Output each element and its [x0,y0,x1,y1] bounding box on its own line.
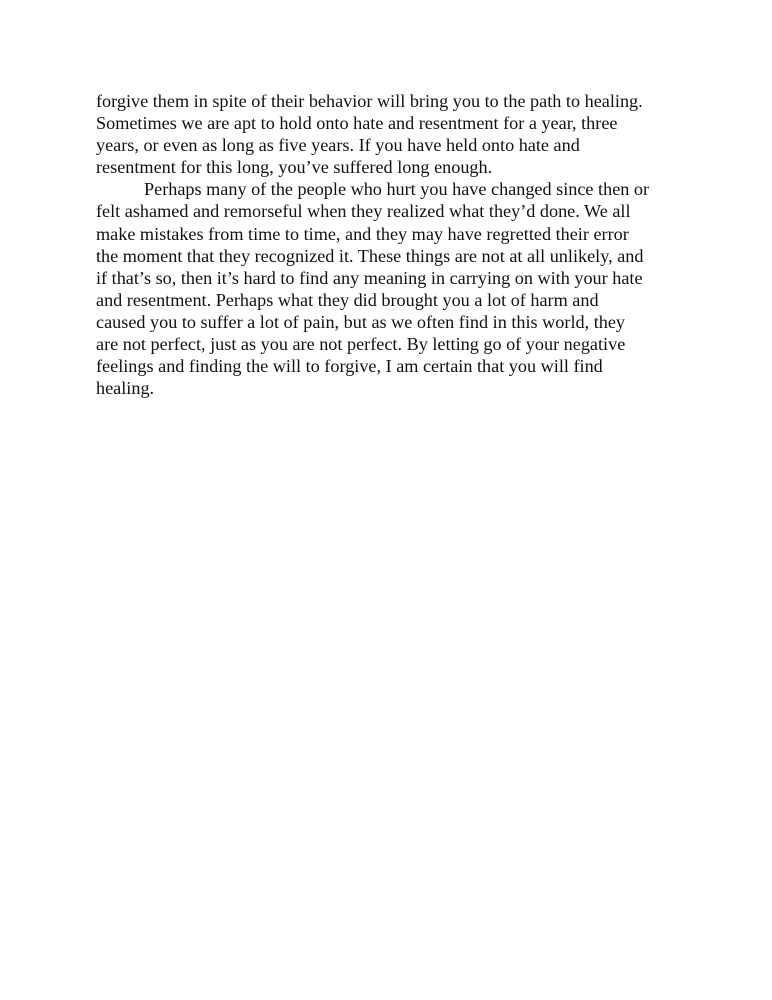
text-line-11: caused you to suffer a lot of pain, but as we often find in this world, they [96,311,626,332]
body-text [96,90,696,399]
text-line-2: Sometimes we are apt to hold onto hate and resentment for a year, three [96,113,618,134]
text-line-14: healing. [96,378,155,399]
text-line-9: if that’s so, then it’s hard to find any meaning in carrying on with your hate [96,267,643,288]
text-line-12: are not perfect, just as you are not perfect. By letting go of your negative [96,334,626,355]
text-line-10: and resentment. Perhaps what they did brought you a lot of harm and [96,289,599,310]
text-line-6: felt ashamed and remorseful when they realized what they’d done. We all [96,201,631,222]
text-line-8: the moment that they recognized it. These things are not at all unlikely, and [96,245,644,266]
paragraph-2-first-line: Perhaps many of the people who hurt you have changed since then or [144,179,650,200]
text-line-13: feelings and finding the will to forgive, I am certain that you will find [96,356,603,377]
text-line-4: resentment for this long, you’ve suffered long enough. [96,157,493,178]
text-line-3: years, or even as long as five years. If you have held onto hate and [96,135,580,156]
text-line-7: make mistakes from time to time, and they may have regretted their error [96,223,629,244]
text-line-1: forgive them in spite of their behavior will bring you to the path to healing. [96,91,643,111]
